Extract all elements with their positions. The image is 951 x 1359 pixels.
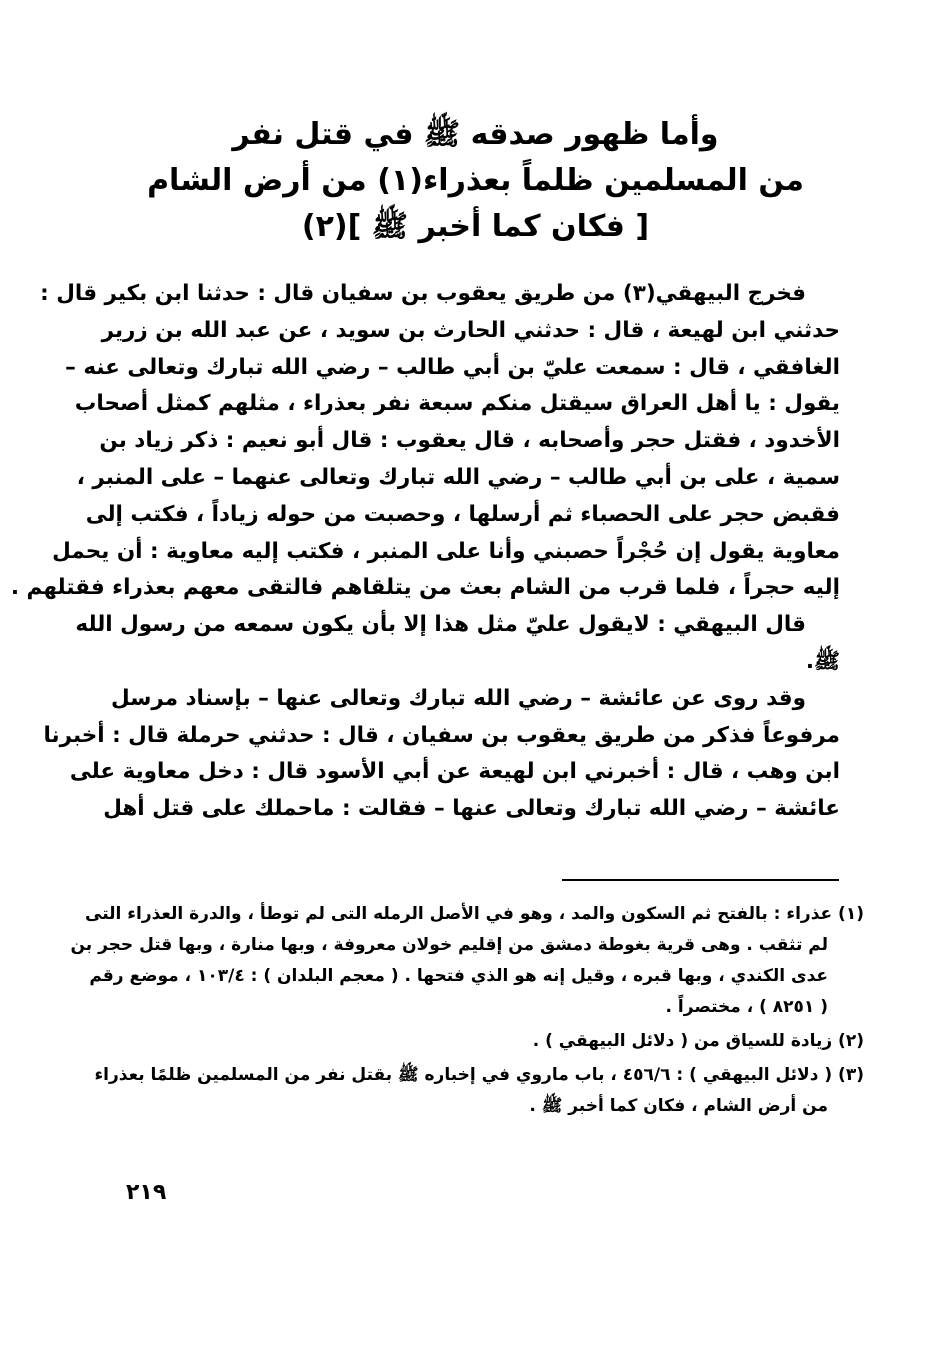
footnote-divider (562, 879, 839, 881)
page-number: ٢١٩ (126, 1180, 167, 1205)
body-line: ﷺ. (805, 648, 840, 674)
chapter-title (120, 112, 831, 250)
footnote-line: من أرض الشام ، فكان كما أخبر ﷺ . (529, 1096, 828, 1116)
body-line: قال البيهقي : لايقول عليّ مثل هذا إلا بأن يكون سمعه من رسول الله (75, 612, 806, 638)
body-line: فقبض حجر على الحصباء ثم أرسلها ، وحصبت من حوله زياداً ، فكتب إلى (85, 501, 840, 527)
body-text (10, 276, 840, 828)
footnote-line: (١) عذراء : بالفتح ثم السكون والمد ، وهو في الأصل الرمله التى لم توطأ ، والدرة العذراء التى (85, 904, 864, 924)
body-line: سمية ، على بن أبي طالب – رضي الله تبارك وتعالى عنهما – على المنبر ، (76, 464, 840, 490)
body-line: ابن وهب ، قال : أخبرني ابن لهيعة عن أبي الأسود قال : دخل معاوية على (69, 759, 840, 785)
title-line-2: من المسلمين ظلماً بعذراء(١) من أرض الشام (147, 163, 804, 198)
body-line: حدثني ابن لهيعة ، قال : حدثني الحارث بن سويد ، عن عبد الله بن زرير (101, 317, 840, 343)
title-line-1: وأما ظهور صدقه ﷺ في قتل نفر (232, 117, 719, 152)
body-line: يقول : يا أهل العراق سيقتل منكم سبعة نفر بعذراء ، مثلهم كمثل أصحاب (74, 391, 840, 417)
body-line: وقد روى عن عائشة – رضي الله تبارك وتعالى عنها – بإسناد مرسل (111, 685, 806, 711)
body-line: معاوية يقول إن حُجْراً حصبني وأنا على المنبر ، فكتب إليه معاوية : أن يحمل (52, 538, 840, 564)
body-line: الأخدود ، فقتل حجر وأصحابه ، قال يعقوب : قال أبو نعيم : ذكر زياد بن (99, 428, 840, 454)
footnote-line: (٣) ( دلائل البيهقي ) : ٤٥٦/٦ ، باب ماروي في إخباره ﷺ بقتل نفر من المسلمين ظلمًا بعذراء (94, 1065, 864, 1085)
body-line: فخرج البيهقي(٣) من طريق يعقوب بن سفيان قال : حدثنا ابن بكير قال : (40, 281, 806, 306)
body-line: إليه حجراً ، فلما قرب من الشام بعث من يتلقاهم فالتقى معهم بعذراء فقتلهم . (10, 575, 840, 601)
footnote-line: لم تثقب . وهى قرية بغوطة دمشق من إقليم خولان معروفة ، وبها منارة ، وبها قتل حجر بن (70, 935, 828, 955)
body-line: الغافقي ، قال : سمعت عليّ بن أبي طالب – رضي الله تبارك وتعالى عنه – (65, 354, 840, 380)
footnotes (70, 899, 864, 1122)
footnote-line: ( ٨٢٥١ ) ، مختصراً . (665, 997, 828, 1017)
footnote-line: (٢) زيادة للسياق من ( دلائل البيهقي ) . (532, 1031, 864, 1051)
title-line-3: [ فكان كما أخبر ﷺ ](٢) (301, 209, 650, 244)
body-line: عائشة – رضي الله تبارك وتعالى عنها – فقالت : ماحملك على قتل أهل (103, 796, 840, 822)
footnote-line: عدى الكندي ، وبها قبره ، وقيل إنه هو الذي فتحها . ( معجم البلدان ) : ١٠٣/٤ ، موضع رقم (89, 966, 828, 986)
body-line: مرفوعاً فذكر من طريق يعقوب بن سفيان ، قال : حدثني حرملة قال : أخبرنا (43, 722, 840, 748)
